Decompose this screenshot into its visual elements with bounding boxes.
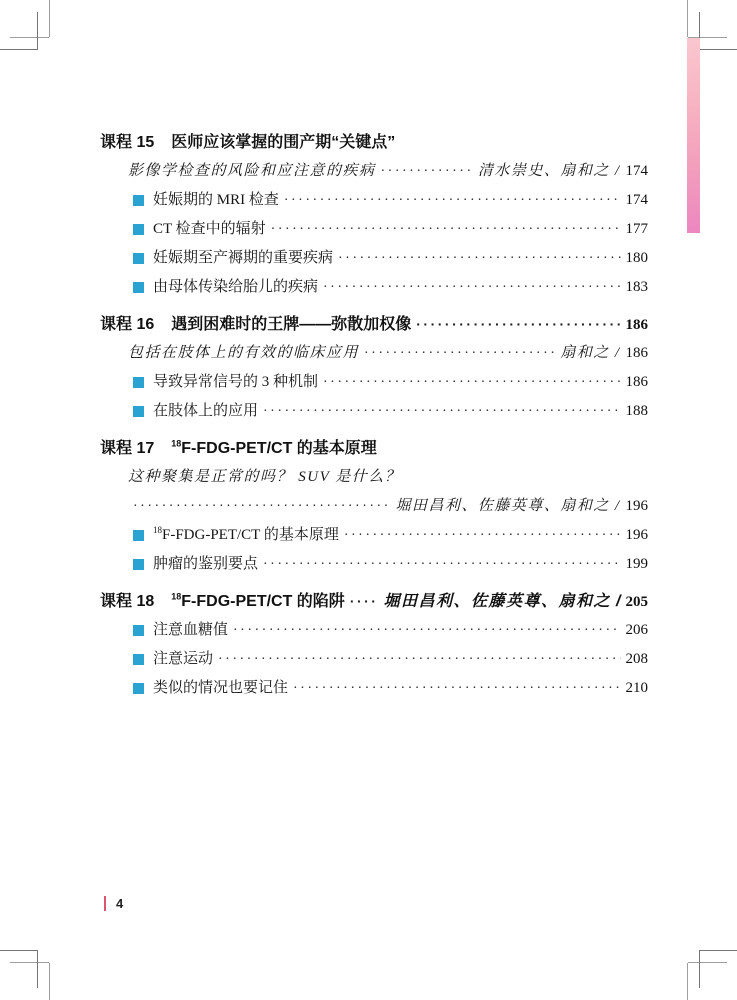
subtitle-text: 这种聚集是正常的吗？ SUV 是什么？ xyxy=(128,469,402,485)
toc-item-label: 类似的情况也要记住 xyxy=(153,680,289,696)
page-number: 174 xyxy=(625,163,648,179)
toc-item xyxy=(133,556,648,573)
bullet-square-icon xyxy=(133,377,144,388)
crop-mark-top-right-v-outer xyxy=(687,0,688,37)
dot-leader xyxy=(133,498,390,515)
toc-item xyxy=(133,622,648,639)
crop-mark-bottom-right-h-inner xyxy=(700,950,737,951)
crop-mark-bottom-left-v-outer xyxy=(49,963,50,1000)
bullet-square-icon xyxy=(133,195,144,206)
page-footer xyxy=(104,896,123,911)
toc-item xyxy=(133,279,648,296)
crop-mark-bottom-left-h-inner xyxy=(0,950,37,951)
crop-mark-top-left-v-outer xyxy=(49,0,50,37)
toc-section-lesson-17 xyxy=(100,440,648,573)
toc-item xyxy=(133,221,648,238)
toc-item-label: 注意血糖值 xyxy=(153,622,229,638)
chapter-edge-color-bar xyxy=(687,38,700,233)
page-number: 196 xyxy=(625,498,648,514)
page-number: 188 xyxy=(625,403,648,419)
dot-leader xyxy=(218,651,620,668)
lesson-number: 课程 15 xyxy=(100,134,155,151)
lesson-number: 课程 17 xyxy=(100,440,155,457)
toc-section-lesson-18 xyxy=(100,593,648,697)
lesson-number: 课程 18 xyxy=(100,593,155,610)
dot-leader xyxy=(416,316,620,333)
page-separator: / xyxy=(614,345,621,361)
toc-item-label: $^{18}$F-FDG-PET/CT 的基本原理 xyxy=(153,525,339,543)
toc-item xyxy=(133,403,648,420)
bullet-square-icon xyxy=(133,253,144,264)
bullet-square-icon xyxy=(133,282,144,293)
section-subtitle-row xyxy=(128,469,648,486)
section-subtitle-row xyxy=(128,163,648,180)
section-subtitle-row xyxy=(128,345,648,362)
toc-item xyxy=(133,680,648,697)
page-number: 186 xyxy=(625,317,648,333)
bullet-square-icon xyxy=(133,559,144,570)
table-of-contents xyxy=(100,134,648,709)
crop-mark-top-right-h-inner xyxy=(700,49,737,50)
toc-item-label: 导致异常信号的 3 种机制 xyxy=(153,374,319,390)
authors: 堀田昌利、佐藤英尊、扇和之 xyxy=(383,593,612,610)
page-separator: / xyxy=(616,593,621,610)
page-number: 208 xyxy=(625,651,648,667)
toc-item-label: 妊娠期至产褥期的重要疾病 xyxy=(153,250,334,266)
lesson-title: $^{18}$F-FDG-PET/CT 的基本原理 xyxy=(171,438,377,457)
folio-red-bar xyxy=(104,896,106,911)
crop-mark-bottom-right-v-outer xyxy=(687,963,688,1000)
toc-item-label: 注意运动 xyxy=(153,651,214,667)
lesson-title: 医师应该掌握的围产期“关键点” xyxy=(171,134,396,151)
bullet-square-icon xyxy=(133,224,144,235)
page-number: 206 xyxy=(625,622,648,638)
section-heading xyxy=(100,440,648,457)
lesson-title: $^{18}$F-FDG-PET/CT 的陷阱 xyxy=(171,591,345,610)
dot-leader xyxy=(293,680,620,697)
dot-leader xyxy=(271,221,621,238)
bullet-square-icon xyxy=(133,406,144,417)
toc-item-label: 妊娠期的 MRI 检查 xyxy=(153,192,279,208)
bullet-square-icon xyxy=(133,683,144,694)
toc-section-lesson-15 xyxy=(100,134,648,296)
crop-mark-bottom-left-v-inner xyxy=(37,950,38,988)
authors: 扇和之 xyxy=(560,345,610,361)
dot-leader xyxy=(263,556,620,573)
toc-item xyxy=(133,192,648,209)
isotope-superscript: 18 xyxy=(171,591,182,602)
page-number: 210 xyxy=(625,680,648,696)
dot-leader xyxy=(364,345,555,362)
dot-leader xyxy=(233,622,620,639)
page-number: 186 xyxy=(625,374,648,390)
dot-leader xyxy=(344,527,621,544)
page-number: 205 xyxy=(625,594,648,610)
page-number: 177 xyxy=(625,221,648,237)
toc-item-label: 肿瘤的鉴别要点 xyxy=(153,556,259,572)
section-heading xyxy=(100,593,648,610)
bullet-square-icon xyxy=(133,654,144,665)
page-number: 180 xyxy=(625,250,648,266)
page-number: 183 xyxy=(625,279,648,295)
bullet-square-icon xyxy=(133,530,144,541)
page-separator: / xyxy=(614,163,621,179)
toc-section-lesson-16 xyxy=(100,316,648,420)
crop-mark-bottom-right-v-inner xyxy=(699,950,700,988)
page-number: 199 xyxy=(625,556,648,572)
lesson-number: 课程 16 xyxy=(100,316,155,333)
toc-item-label: 由母体传染给胎儿的疾病 xyxy=(153,279,319,295)
isotope-superscript: 18 xyxy=(153,525,162,535)
toc-item xyxy=(133,374,648,391)
crop-mark-bottom-right-h-outer xyxy=(688,962,727,963)
toc-item xyxy=(133,250,648,267)
dot-leader xyxy=(263,403,620,420)
dot-leader xyxy=(323,374,620,391)
dot-leader xyxy=(381,163,473,180)
authors: 堀田昌利、佐藤英尊、扇和之 xyxy=(395,498,610,514)
page-separator: / xyxy=(614,498,621,514)
dot-leader xyxy=(338,250,620,267)
page-number: 186 xyxy=(625,345,648,361)
subtitle-text: 包括在肢体上的有效的临床应用 xyxy=(128,345,360,361)
toc-item-label: 在肢体上的应用 xyxy=(153,403,259,419)
crop-mark-bottom-left-h-outer xyxy=(10,962,49,963)
toc-item xyxy=(133,651,648,668)
page-number: 196 xyxy=(625,527,648,543)
toc-item xyxy=(133,527,648,544)
section-authors-row xyxy=(128,498,648,515)
bullet-square-icon xyxy=(133,625,144,636)
crop-mark-top-left-v-inner xyxy=(37,12,38,50)
lesson-title: 遇到困难时的王牌——弥散加权像 xyxy=(171,316,412,333)
folio-page-number: 4 xyxy=(116,896,124,911)
crop-mark-top-left-h-outer xyxy=(10,37,49,38)
dot-leader xyxy=(284,192,621,209)
section-heading xyxy=(100,134,648,151)
authors: 清水崇史、扇和之 xyxy=(477,163,610,179)
section-heading xyxy=(100,316,648,333)
isotope-superscript: 18 xyxy=(171,438,182,449)
toc-item-label: CT 检查中的辐射 xyxy=(153,221,266,237)
dot-leader xyxy=(323,279,620,296)
dot-leader xyxy=(350,593,379,610)
subtitle-text: 影像学检查的风险和应注意的疾病 xyxy=(128,163,376,179)
page-number: 174 xyxy=(625,192,648,208)
crop-mark-top-left-h-inner xyxy=(0,49,37,50)
